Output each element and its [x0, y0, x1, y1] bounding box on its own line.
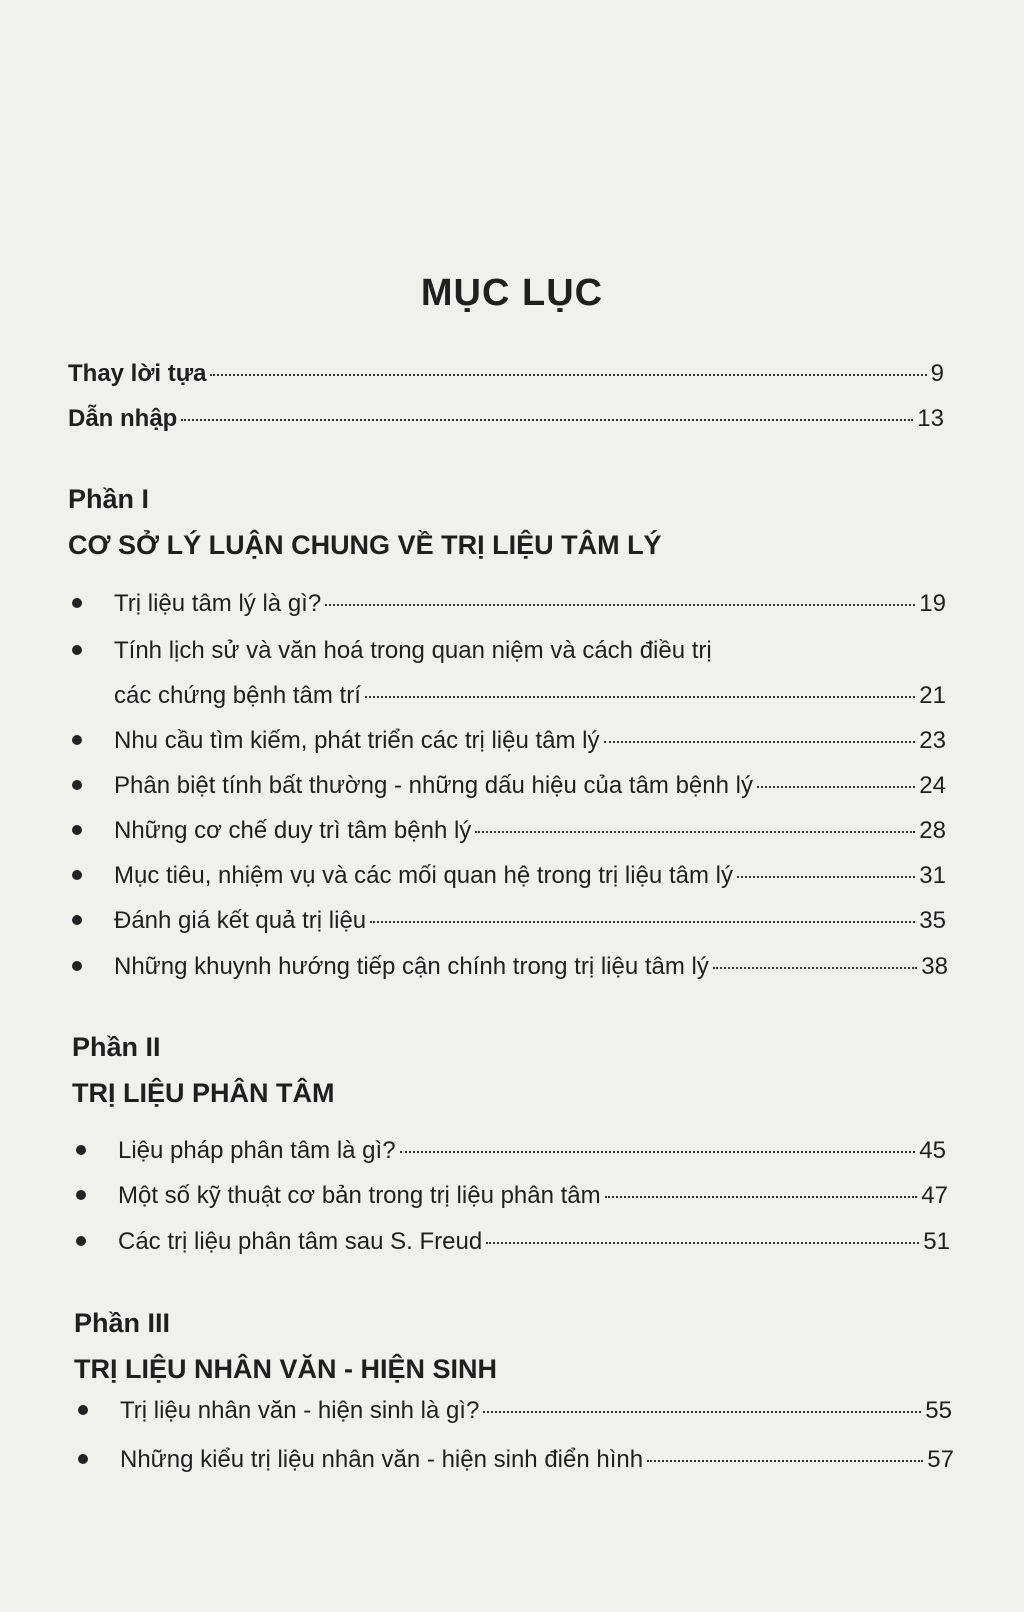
toc-page-number: 31: [919, 862, 946, 889]
toc-page-number: 28: [919, 817, 946, 844]
part-title: TRỊ LIỆU PHÂN TÂM: [72, 1078, 335, 1108]
toc-page-number: 35: [919, 907, 946, 934]
dot-leader: [647, 1460, 923, 1462]
dot-leader: [483, 1411, 921, 1413]
dot-leader: [486, 1242, 919, 1244]
toc-entry-label: Mục tiêu, nhiệm vụ và các mối quan hệ trong trị liệu tâm lý: [114, 862, 733, 889]
toc-entry: [0, 1182, 1024, 1210]
dot-leader: [370, 921, 915, 923]
dot-leader: [605, 1196, 918, 1198]
toc-entry: [0, 907, 1024, 935]
dot-leader: [604, 741, 916, 743]
bullet-icon: [76, 1236, 86, 1246]
toc-entry-continuation: [0, 682, 1024, 710]
toc-entry: [0, 1137, 1024, 1165]
toc-page-number: 55: [925, 1397, 952, 1424]
toc-entry: [0, 817, 1024, 845]
bullet-icon: [72, 961, 82, 971]
bullet-icon: [72, 598, 82, 608]
toc-page-number: 47: [921, 1182, 948, 1209]
bullet-icon: [76, 1145, 86, 1155]
toc-page-number: 51: [923, 1228, 950, 1255]
dot-leader: [757, 786, 915, 788]
dot-leader: [475, 831, 915, 833]
toc-entry: [0, 1446, 1024, 1474]
toc-entry-label: Những cơ chế duy trì tâm bệnh lý: [114, 817, 472, 844]
bullet-icon: [78, 1405, 88, 1415]
bullet-icon: [76, 1190, 86, 1200]
toc-entry: [0, 590, 1024, 618]
toc-entry-label: Nhu cầu tìm kiếm, phát triển các trị liệu tâm lý: [114, 727, 600, 754]
page-title: MỤC LỤC: [420, 272, 604, 314]
toc-page-number: 23: [919, 727, 946, 754]
toc-entry-label: Thay lời tựa: [68, 360, 207, 387]
toc-entry: [0, 772, 1024, 800]
toc-entry-label: Liệu pháp phân tâm là gì?: [118, 1137, 396, 1164]
toc-entry-label: Các trị liệu phân tâm sau S. Freud: [118, 1228, 483, 1255]
dot-leader: [737, 876, 915, 878]
bullet-icon: [72, 825, 82, 835]
bullet-icon: [72, 645, 82, 655]
toc-entry: [0, 953, 1024, 981]
dot-leader: [210, 374, 926, 376]
part-label: Phần I: [68, 484, 150, 514]
bullet-icon: [78, 1454, 88, 1464]
toc-page-number: 13: [917, 405, 944, 432]
dot-leader: [400, 1151, 916, 1153]
toc-entry-label: Trị liệu nhân văn - hiện sinh là gì?: [120, 1397, 480, 1424]
bullet-icon: [72, 915, 82, 925]
toc-entry: [0, 862, 1024, 890]
toc-entry: [0, 727, 1024, 755]
toc-page-number: 38: [921, 953, 948, 980]
toc-entry-label: Phân biệt tính bất thường - những dấu hiệu của tâm bệnh lý: [114, 772, 753, 799]
toc-entry-label: Một số kỹ thuật cơ bản trong trị liệu phân tâm: [118, 1182, 601, 1209]
toc-entry-label: các chứng bệnh tâm trí: [114, 682, 361, 709]
toc-page-number: 24: [919, 772, 946, 799]
toc-entry: [0, 1228, 1024, 1256]
part-title: CƠ SỞ LÝ LUẬN CHUNG VỀ TRỊ LIỆU TÂM LÝ: [68, 530, 662, 560]
toc-entry-label: Đánh giá kết quả trị liệu: [114, 907, 367, 934]
toc-entry: [0, 637, 1024, 665]
toc-page-number: 57: [927, 1446, 954, 1473]
toc-entry-label: Trị liệu tâm lý là gì?: [114, 590, 322, 617]
toc-entry: [0, 405, 1024, 433]
dot-leader: [713, 967, 917, 969]
part-label: Phần II: [72, 1032, 161, 1062]
toc-entry: [0, 360, 1024, 388]
toc-page-number: 19: [919, 590, 946, 617]
toc-page-number: 45: [919, 1137, 946, 1164]
bullet-icon: [72, 735, 82, 745]
toc-entry-label: Những khuynh hướng tiếp cận chính trong trị liệu tâm lý: [114, 953, 709, 980]
toc-page-number: 9: [930, 360, 944, 387]
toc-entry-label: Tính lịch sử và văn hoá trong quan niệm và cách điều trị: [114, 637, 712, 664]
toc-entry-label: Dẫn nhập: [68, 405, 178, 432]
toc-entry-label: Những kiểu trị liệu nhân văn - hiện sinh điển hình: [120, 1446, 644, 1473]
dot-leader: [181, 419, 913, 421]
part-title: TRỊ LIỆU NHÂN VĂN - HIỆN SINH: [74, 1354, 498, 1384]
bullet-icon: [72, 870, 82, 880]
dot-leader: [325, 604, 915, 606]
bullet-icon: [72, 780, 82, 790]
part-label: Phần III: [74, 1308, 171, 1338]
toc-entry: [0, 1397, 1024, 1425]
toc-page-number: 21: [919, 682, 946, 709]
dot-leader: [365, 696, 915, 698]
